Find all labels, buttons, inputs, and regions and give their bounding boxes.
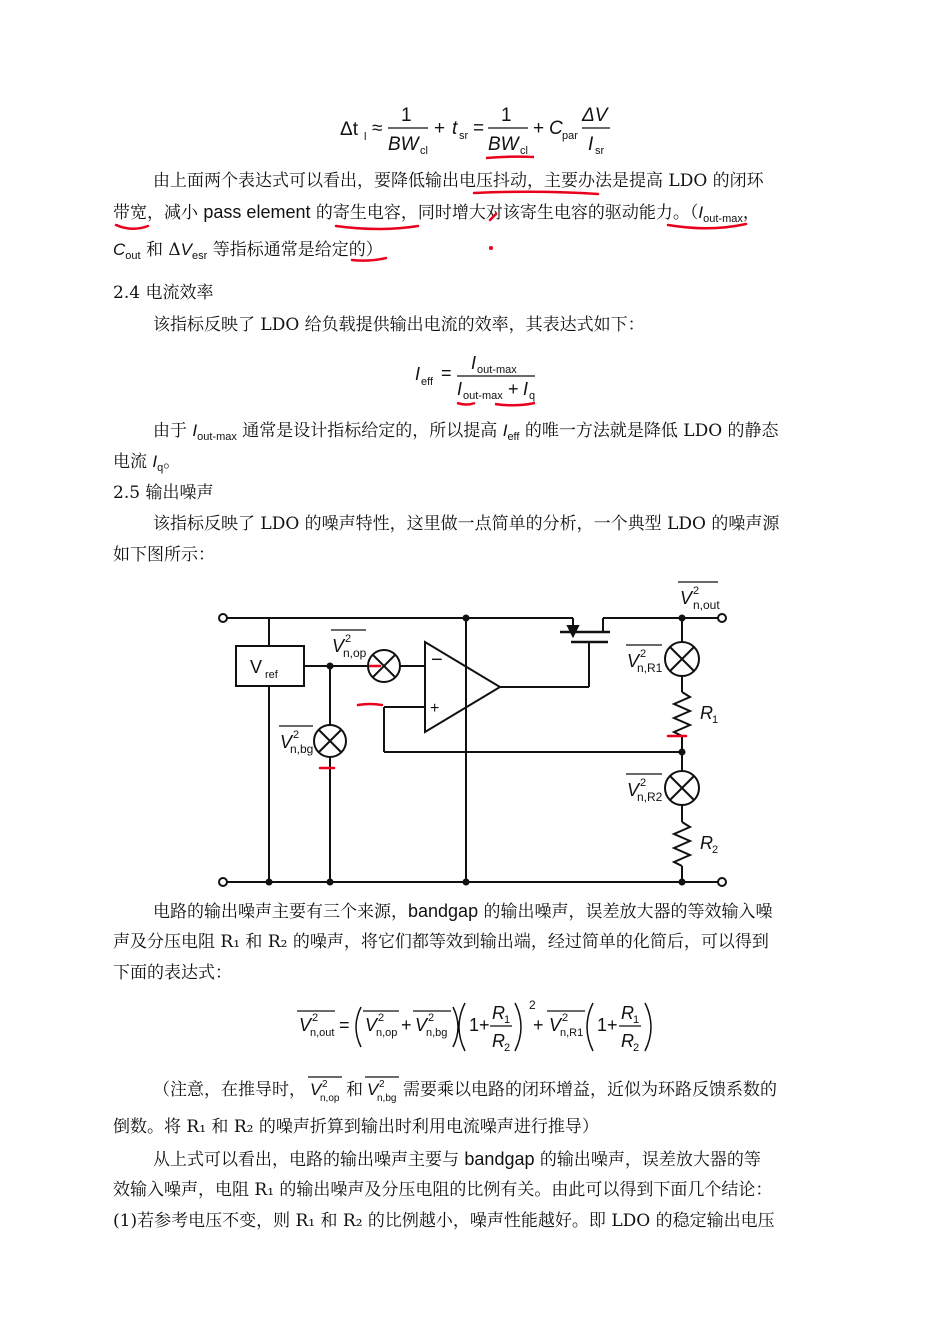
vn-op-sub: n,op (343, 646, 367, 660)
svg-text:n,op: n,op (320, 1093, 340, 1104)
eq3-sq-bg: 2 (428, 1012, 435, 1024)
eq1-bw-b: BW (488, 134, 519, 155)
eq2-lhs-sub: eff (421, 376, 434, 388)
para2-line2: 电流 $I_q$。 (113, 452, 181, 474)
r1-label: R (700, 703, 713, 723)
r2-label: R (700, 833, 713, 853)
svg-text:2: 2 (322, 1079, 328, 1090)
eq3-r1-a-sub: 1 (504, 1014, 511, 1026)
inline-vn-bg (363, 1074, 403, 1104)
eq2-den2-sub: q (529, 390, 536, 402)
vn-out-label: V (680, 588, 693, 608)
eq1-one-b: 1 (501, 105, 512, 126)
vn-op-label: V (332, 636, 345, 656)
eq1-i-sub: sr (595, 145, 605, 157)
eq3-v-r1: V (549, 1015, 562, 1035)
eq1-i: I (588, 134, 594, 155)
eq1-bw-a-sub: cl (420, 145, 428, 157)
section-2-4-text: 该指标反映了 LDO 给负载提供输出电流的效率，其表达式如下： (153, 315, 645, 335)
eq1-lhs: Δt (340, 119, 358, 140)
section-2-4-title: 2.4 电流效率 (113, 283, 214, 303)
eq2-plus: + (508, 379, 519, 399)
opamp-plus: + (430, 700, 440, 717)
vn-r2-sq: 2 (640, 777, 647, 789)
eq1-approx: ≈ (372, 118, 383, 139)
para4-line1: （注意，在推导时， V 2 n,op 和 V 2 n,bg 需要乘以电路的闭环增益，近似为环路反馈系数的 (153, 1074, 777, 1104)
section-2-5-title: 2.5 输出噪声 (113, 483, 214, 503)
vn-r1-label: V (627, 651, 640, 671)
para5-line1: 从上式可以看出，电路的输出噪声主要与 bandgap 的输出噪声，误差放大器的等 (153, 1149, 761, 1170)
vn-out-sq: 2 (693, 585, 700, 597)
eq3-r1-a: R (492, 1003, 505, 1023)
eq3-r2-b-sub: 2 (633, 1042, 640, 1054)
eq1-one-a: 1 (401, 105, 412, 126)
vref-label-sub: ref (265, 669, 278, 681)
eq3-r2-b: R (621, 1031, 634, 1051)
eq1-bw-b-sub: cl (520, 145, 528, 157)
eq3-r1-b: R (621, 1003, 634, 1023)
eq3-v-op: V (365, 1015, 378, 1035)
eq3-plus-b: + (533, 1015, 544, 1035)
equation-efficiency (405, 345, 555, 415)
vn-out-sub: n,out (693, 598, 720, 612)
eq3-sub-op: n,op (376, 1027, 398, 1039)
eq2-num-sub: out-max (477, 364, 517, 376)
eq3-eq: = (339, 1015, 350, 1035)
opamp-minus: − (431, 649, 443, 671)
vref-label: V (250, 657, 263, 677)
para1-line3: $C_{out}$ 和 $\Delta V_{esr}$ 等指标通常是给定的） (113, 240, 383, 262)
svg-text:V: V (310, 1080, 322, 1099)
eq2-lhs: I (415, 364, 421, 384)
eq3-oneplus-b: 1+ (597, 1015, 618, 1035)
svg-text:2: 2 (379, 1079, 385, 1090)
vn-bg-label: V (280, 732, 293, 752)
eq3-exp: 2 (529, 998, 536, 1012)
eq3-r2-a: R (492, 1031, 505, 1051)
equation-output-noise (285, 995, 665, 1061)
para1-line2: 带宽，减小 pass element 的寄生电容，同时增大对该寄生电容的驱动能力。（$I_{out-max}$， (113, 202, 760, 225)
section-2-5-line2: 如下图所示： (113, 545, 215, 565)
para3-line1: 电路的输出噪声主要有三个来源，bandgap 的输出噪声，误差放大器的等效输入噪 (153, 901, 773, 922)
eq3-sq-op: 2 (378, 1012, 385, 1024)
eq1-dv: ΔV (582, 105, 608, 126)
eq3-sq-out: 2 (312, 1012, 319, 1024)
vn-bg-sq: 2 (293, 729, 300, 741)
eq3-plus-a: + (401, 1015, 412, 1035)
para5-line2: 效输入噪声，电阻 R₁ 的输出噪声及分压电阻的比例有关。由此可以得到下面几个结论： (113, 1180, 773, 1200)
para3-line2: 声及分压电阻 R₁ 和 R₂ 的噪声，将它们都等效到输出端，经过简单的化简后，可以得到 (113, 932, 769, 952)
eq1-t-sub: sr (459, 130, 469, 142)
vn-op-sq: 2 (345, 633, 352, 645)
annotation-underline (457, 403, 535, 405)
inline-vn-op (306, 1074, 346, 1104)
ldo-noise-circuit (0, 570, 950, 900)
eq2-den1: I (457, 379, 463, 399)
eq1-lhs-sub: l (364, 131, 367, 143)
r2-label-sub: 2 (712, 844, 719, 856)
annotation-marks-p1 (0, 0, 950, 280)
eq3-r1-b-sub: 1 (633, 1014, 640, 1026)
eq1-plus-a: + (434, 118, 446, 139)
eq1-c: C (549, 118, 563, 139)
svg-text:n,bg: n,bg (377, 1093, 397, 1104)
eq3-v-bg: V (415, 1015, 428, 1035)
vn-r2-label: V (627, 780, 640, 800)
vn-r1-sub: n,R1 (637, 661, 663, 675)
eq3-r2-a-sub: 2 (504, 1042, 511, 1054)
para5-line3: (1)若参考电压不变，则 R₁ 和 R₂ 的比例越小，噪声性能越好。即 LDO 的稳定输出电压 (113, 1211, 775, 1231)
eq2-den1-sub: out-max (463, 390, 503, 402)
section-2-5-line1: 该指标反映了 LDO 的噪声特性，这里做一点简单的分析，一个典型 LDO 的噪声源 (153, 514, 780, 534)
para1-line1: 由上面两个表达式可以看出，要降低输出电压抖动，主要办法是提高 LDO 的闭环 (153, 171, 764, 191)
eq2-num: I (471, 353, 477, 373)
eq3-sub-r1: n,R1 (560, 1027, 584, 1039)
eq3-sub-bg: n,bg (426, 1027, 448, 1039)
para2-line1: 由于 $I_{out-max}$ 通常是设计指标给定的，所以提高 $I_{eff}$ 的唯一方法就是降低 LDO 的静态 (153, 421, 779, 443)
eq3-sub-out: n,out (310, 1027, 335, 1039)
vn-r1-sq: 2 (640, 648, 647, 660)
eq1-eq: = (473, 118, 485, 139)
eq1-c-sub: par (562, 130, 578, 142)
eq2-eq: = (441, 363, 452, 383)
r1-label-sub: 1 (712, 714, 719, 726)
vn-bg-sub: n,bg (290, 742, 314, 756)
eq2-den2: I (523, 379, 529, 399)
para4-line2: 倒数。将 R₁ 和 R₂ 的噪声折算到输出时利用电流噪声进行推导） (113, 1117, 599, 1137)
eq1-t: t (452, 118, 458, 139)
eq3-oneplus-a: 1+ (469, 1015, 490, 1035)
svg-text:V: V (367, 1080, 379, 1099)
eq3-v-out: V (299, 1015, 312, 1035)
eq1-plus-b: + (533, 118, 545, 139)
para3-line3: 下面的表达式： (113, 963, 232, 983)
eq1-bw-a: BW (388, 134, 419, 155)
vn-r2-sub: n,R2 (637, 790, 663, 804)
eq3-sq-r1: 2 (562, 1012, 569, 1024)
